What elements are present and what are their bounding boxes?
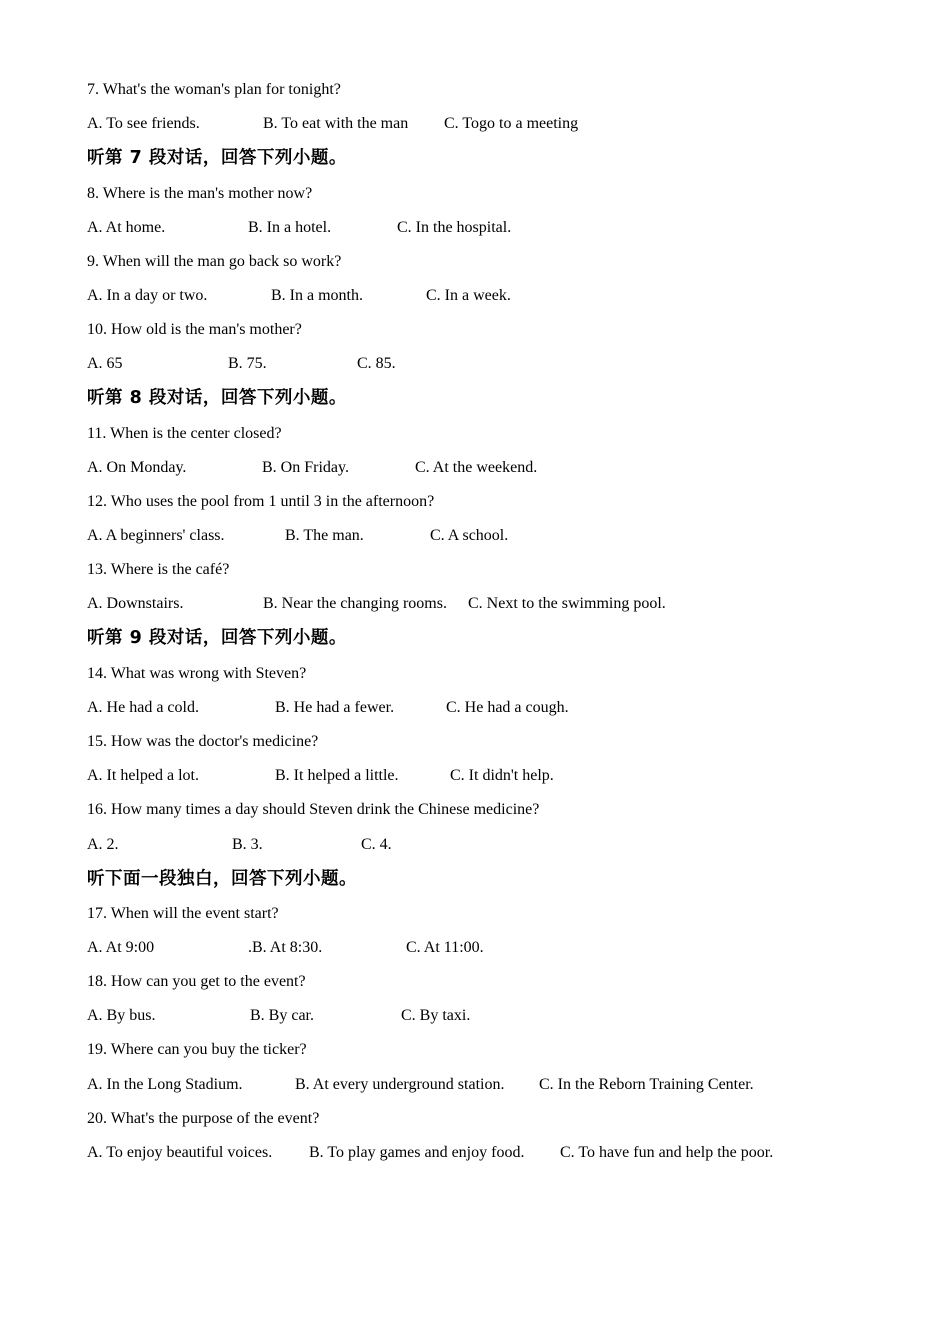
option-c: C. Next to the swimming pool. (468, 595, 666, 612)
option-c: C. In the Reborn Training Center. (539, 1076, 754, 1093)
options-8 (87, 218, 787, 238)
options-13 (87, 594, 787, 614)
option-a: A. In a day or two. (87, 287, 208, 304)
question-11: 11. When is the center closed? (87, 425, 282, 442)
option-c: C. In the hospital. (397, 219, 512, 236)
option-a: A. 2. (87, 836, 119, 853)
option-b: B. To play games and enjoy food. (309, 1144, 525, 1161)
question-13: 13. Where is the café? (87, 561, 230, 578)
option-b: .B. At 8:30. (248, 939, 323, 956)
options-16 (87, 835, 787, 855)
question-7: 7. What's the woman's plan for tonight? (87, 81, 341, 98)
option-c: C. He had a cough. (446, 699, 569, 716)
question-8: 8. Where is the man's mother now? (87, 185, 313, 202)
option-c: C. It didn't help. (450, 767, 554, 784)
option-a: A. To enjoy beautiful voices. (87, 1144, 273, 1161)
option-c: C. 85. (357, 355, 396, 372)
option-b: B. 75. (228, 355, 267, 372)
section-heading-7: 听第 7 段对话，回答下列小题。 (87, 148, 347, 168)
question-14: 14. What was wrong with Steven? (87, 665, 307, 682)
options-9 (87, 286, 787, 306)
option-c: C. To have fun and help the poor. (560, 1144, 774, 1161)
option-a: A. A beginners' class. (87, 527, 225, 544)
section-heading-9: 听第 9 段对话，回答下列小题。 (87, 628, 347, 648)
option-a: A. On Monday. (87, 459, 187, 476)
option-a: A. At home. (87, 219, 166, 236)
option-c: C. At 11:00. (406, 939, 484, 956)
option-b: B. Near the changing rooms. (263, 595, 447, 612)
option-c: C. In a week. (426, 287, 511, 304)
option-c: C. Togo to a meeting (444, 115, 579, 132)
options-10 (87, 354, 787, 374)
options-14 (87, 698, 787, 718)
options-17 (87, 938, 787, 958)
options-20 (87, 1143, 867, 1163)
question-20: 20. What's the purpose of the event? (87, 1110, 320, 1127)
option-b: B. The man. (285, 527, 364, 544)
options-7 (87, 114, 787, 134)
option-b: B. In a hotel. (248, 219, 332, 236)
option-c: C. By taxi. (401, 1007, 471, 1024)
section-heading-monologue: 听下面一段独白，回答下列小题。 (87, 869, 357, 889)
section-heading-8: 听第 8 段对话，回答下列小题。 (87, 388, 347, 408)
option-a: A. At 9:00 (87, 939, 155, 956)
question-16: 16. How many times a day should Steven drink the Chinese medicine? (87, 801, 540, 818)
option-c: C. A school. (430, 527, 509, 544)
option-a: A. It helped a lot. (87, 767, 199, 784)
options-11 (87, 458, 787, 478)
options-15 (87, 766, 787, 786)
option-a: A. He had a cold. (87, 699, 199, 716)
option-a: A. Downstairs. (87, 595, 184, 612)
question-19: 19. Where can you buy the ticker? (87, 1041, 307, 1058)
question-10: 10. How old is the man's mother? (87, 321, 302, 338)
option-a: A. In the Long Stadium. (87, 1076, 243, 1093)
option-b: B. In a month. (271, 287, 363, 304)
option-a: A. To see friends. (87, 115, 200, 132)
question-17: 17. When will the event start? (87, 905, 279, 922)
option-b: B. It helped a little. (275, 767, 399, 784)
question-9: 9. When will the man go back so work? (87, 253, 342, 270)
options-12 (87, 526, 787, 546)
option-b: B. To eat with the man (263, 115, 409, 132)
option-a: A. By bus. (87, 1007, 156, 1024)
option-b: B. On Friday. (262, 459, 349, 476)
question-15: 15. How was the doctor's medicine? (87, 733, 319, 750)
option-c: C. At the weekend. (415, 459, 538, 476)
option-b: B. He had a fewer. (275, 699, 395, 716)
question-12: 12. Who uses the pool from 1 until 3 in the afternoon? (87, 493, 435, 510)
question-18: 18. How can you get to the event? (87, 973, 306, 990)
option-c: C. 4. (361, 836, 392, 853)
option-b: B. By car. (250, 1007, 314, 1024)
option-a: A. 65 (87, 355, 123, 372)
option-b: B. At every underground station. (295, 1076, 505, 1093)
option-b: B. 3. (232, 836, 263, 853)
options-18 (87, 1006, 787, 1026)
options-19 (87, 1075, 847, 1095)
